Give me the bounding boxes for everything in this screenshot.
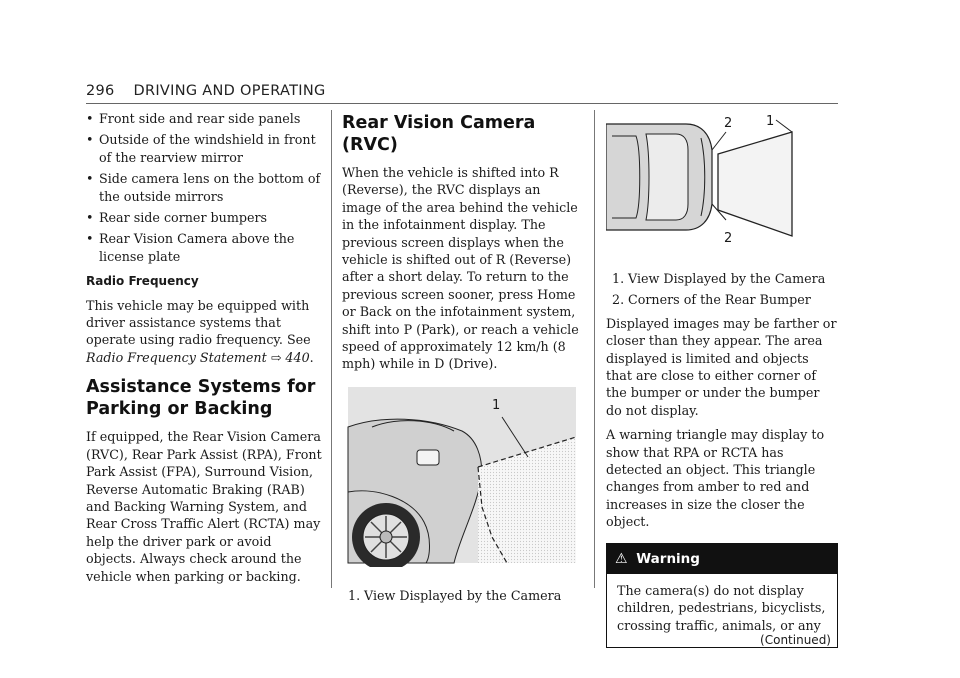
warning-box xyxy=(606,543,838,649)
list-item: • Front side and rear side panels xyxy=(86,110,322,127)
warning-title: Warning xyxy=(636,550,700,567)
radio-frequency-heading: Radio Frequency xyxy=(86,274,199,289)
list-item xyxy=(606,270,838,287)
section-title: DRIVING AND OPERATING xyxy=(133,83,326,99)
car-top-view-illustration xyxy=(606,110,838,260)
callout-leader xyxy=(712,132,726,150)
list-item: • Rear Vision Camera above the license plate xyxy=(86,230,322,265)
page-number: 296 xyxy=(86,83,115,99)
license-light xyxy=(417,450,439,465)
warning-triangle-icon: ⚠ xyxy=(615,550,628,567)
caption-number: 2. xyxy=(612,292,625,308)
top-view-figure xyxy=(606,110,838,260)
radio-end: . xyxy=(309,349,314,365)
radio-frequency-statement-link[interactable] xyxy=(86,350,310,365)
radio-text: This vehicle may be equipped with driver assistance systems that operate using radio frequency. See xyxy=(86,297,311,348)
list-item: • Outside of the windshield in front of the rearview mirror xyxy=(86,131,322,166)
rvc-heading: Rear Vision Camera (RVC) xyxy=(342,113,536,155)
figure-callout-2-top: 2 xyxy=(724,116,733,131)
caption-text: Corners of the Rear Bumper xyxy=(628,292,811,308)
figure-callout-2-bottom: 2 xyxy=(724,231,733,246)
list-item: • Side camera lens on the bottom of the outside mirrors xyxy=(86,170,322,205)
rear-camera-figure xyxy=(342,387,580,567)
assistance-heading-line1: Assistance Systems for xyxy=(86,377,316,398)
display-limits-text: Displayed images may be farther or closer than they appear. The area displayed is limited and objects that are close to either corner of the bumper or under the bumper do not display. xyxy=(606,315,837,418)
continued-label: (Continued) xyxy=(760,633,831,648)
column-1 xyxy=(86,110,322,592)
page-header xyxy=(86,83,326,99)
list-item: • Rear side corner bumpers xyxy=(86,209,322,226)
radio-ref-text: Radio Frequency Statement xyxy=(86,349,267,365)
figure-caption-list xyxy=(342,587,580,604)
rear-window xyxy=(646,134,688,220)
column-divider xyxy=(594,110,595,588)
page-reference-icon: ⇨ xyxy=(270,349,282,365)
column-divider xyxy=(331,110,332,588)
caption-text: View Displayed by the Camera xyxy=(628,271,826,286)
list-item xyxy=(342,587,580,604)
assistance-heading-line2: Parking or Backing xyxy=(86,399,273,420)
list-item xyxy=(606,291,838,308)
header-rule xyxy=(86,103,838,104)
callout-leader xyxy=(776,120,792,132)
caption-text: View Displayed by the Camera xyxy=(364,587,562,603)
caption-number: 1. xyxy=(612,271,625,286)
assistance-heading xyxy=(86,376,322,420)
assistance-text: If equipped, the Rear Vision Camera (RVC), Rear Park Assist (RPA), Front Park Assist (FPA), Surround Vision, Reverse Automatic Braking (RAB) and Backing Warning System, and Rear Cross Traffic Alert (RCTA) may help the driver park or avoid objects. Always check around the vehicle when parking or backing. xyxy=(86,429,322,584)
radio-ref-page: 440 xyxy=(285,349,310,365)
radio-frequency-text xyxy=(86,297,322,367)
camera-view-area xyxy=(718,132,792,236)
rvc-text: When the vehicle is shifted into R (Reverse), the RVC displays an image of the area behind the vehicle in the infotainment display. The previous screen displays when the vehicle is shifted out of R (Reverse) after a short delay. To return to the previous screen sooner, press Home or Back on the infotainment system, shift into P (Park), or reach a vehicle speed of approximately 12 km/h (8 mph) while in D (Drive). xyxy=(342,165,579,372)
column-2 xyxy=(342,110,580,608)
warning-text: The camera(s) do not display children, pedestrians, bicyclists, crossing traffic, animals, or any xyxy=(617,582,826,633)
figure-caption-list xyxy=(606,270,838,309)
column-3 xyxy=(606,110,838,648)
warning-header xyxy=(607,544,837,574)
warning-triangle-text: A warning triangle may display to show that RPA or RCTA has detected an object. This triangle changes from amber to red and increases in size the closer the object. xyxy=(606,427,825,530)
car-rear-view-illustration xyxy=(342,387,576,567)
caption-number: 1. xyxy=(348,587,361,603)
figure-callout-1: 1 xyxy=(766,114,775,129)
figure-callout-1: 1 xyxy=(492,397,501,413)
bullet-list xyxy=(86,110,322,265)
